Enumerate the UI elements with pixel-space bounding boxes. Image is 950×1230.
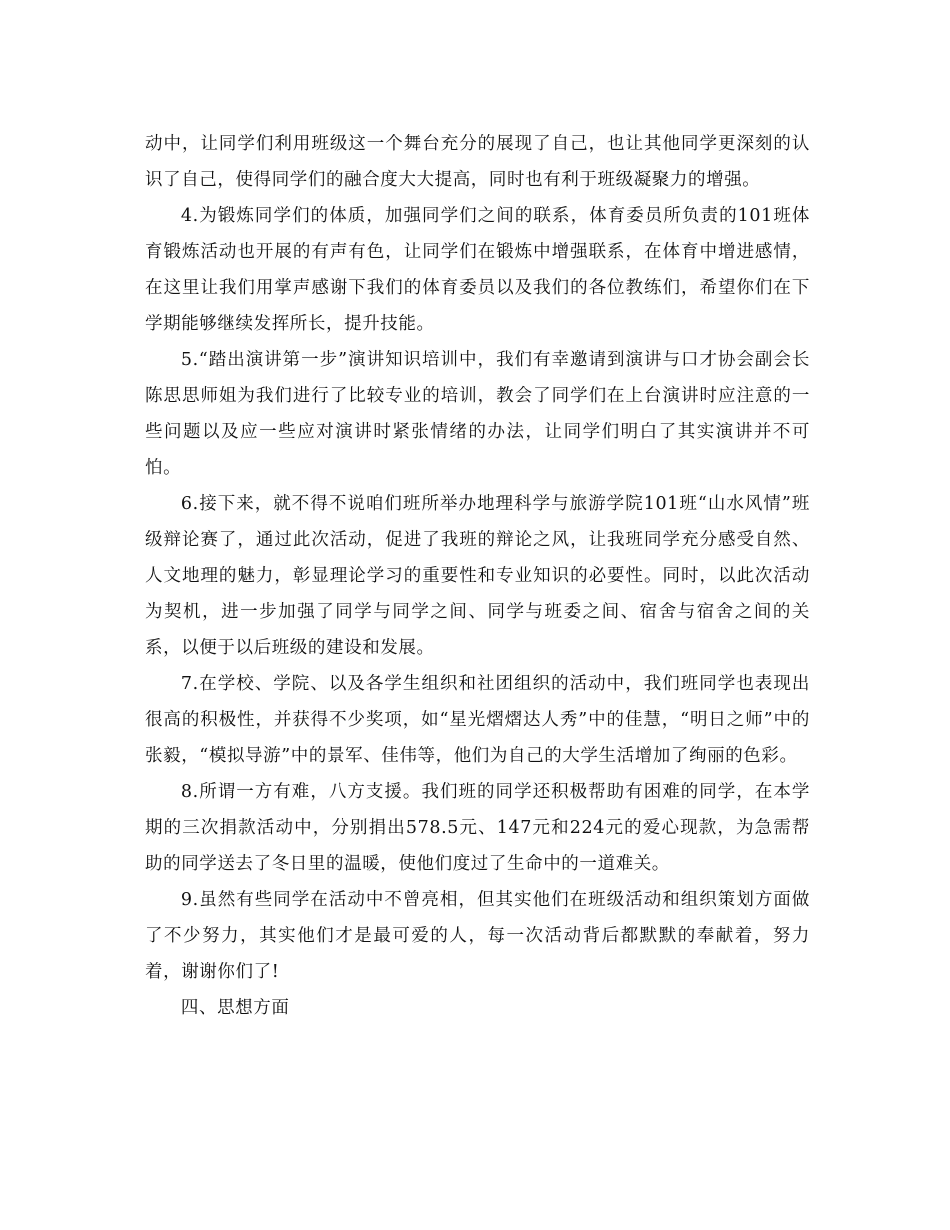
document-body [145,126,810,1026]
paragraph-item-9: 9.虽然有些同学在活动中不曾亮相，但其实他们在班级活动和组织策划方面做了不少努力，其实他们才是最可爱的人，每一次活动背后都默默的奉献着，努力着，谢谢你们了! [145,890,810,982]
paragraph-item-4: 4.为锻炼同学们的体质，加强同学们之间的联系，体育委员所负责的101班体育锻炼活动也开展的有声有色，让同学们在锻炼中增强联系，在体育中增进感情，在这里让我们用掌声感谢下我们的体育委员以及我们的各位教练们，希望你们在下学期能够继续发挥所长，提升技能。 [145,206,810,334]
section-heading-thought: 四、思想方面 [180,998,290,1018]
paragraph-item-5: 5.“踏出演讲第一步”演讲知识培训中，我们有幸邀请到演讲与口才协会副会长陈思思师姐为我们进行了比较专业的培训，教会了同学们在上台演讲时应注意的一些问题以及应一些应对演讲时紧张情绪的办法，让同学们明白了其实演讲并不可怕。 [145,350,810,478]
paragraph-item-8: 8.所谓一方有难，八方支援。我们班的同学还积极帮助有困难的同学，在本学期的三次捐款活动中，分别捐出578.5元、147元和224元的爱心现款，为急需帮助的同学送去了冬日里的温暖，使他们度过了生命中的一道难关。 [145,782,810,874]
paragraph-continued: 动中，让同学们利用班级这一个舞台充分的展现了自己，也让其他同学更深刻的认识了自己，使得同学们的融合度大大提高，同时也有利于班级凝聚力的增强。 [145,134,810,190]
paragraph-item-6: 6.接下来，就不得不说咱们班所举办地理科学与旅游学院101班“山水风情”班级辩论赛了，通过此次活动，促进了我班的辩论之风，让我班同学充分感受自然、人文地理的魅力，彰显理论学习的重要性和专业知识的必要性。同时，以此次活动为契机，进一步加强了同学与同学之间、同学与班委之间、宿舍与宿舍之间的关系，以便于以后班级的建设和发展。 [145,494,810,658]
paragraph-item-7: 7.在学校、学院、以及各学生组织和社团组织的活动中，我们班同学也表现出很高的积极性，并获得不少奖项，如“星光熠熠达人秀”中的佳慧，“明日之师”中的张毅，“模拟导游”中的景军、佳伟等，他们为自己的大学生活增加了绚丽的色彩。 [145,674,810,766]
